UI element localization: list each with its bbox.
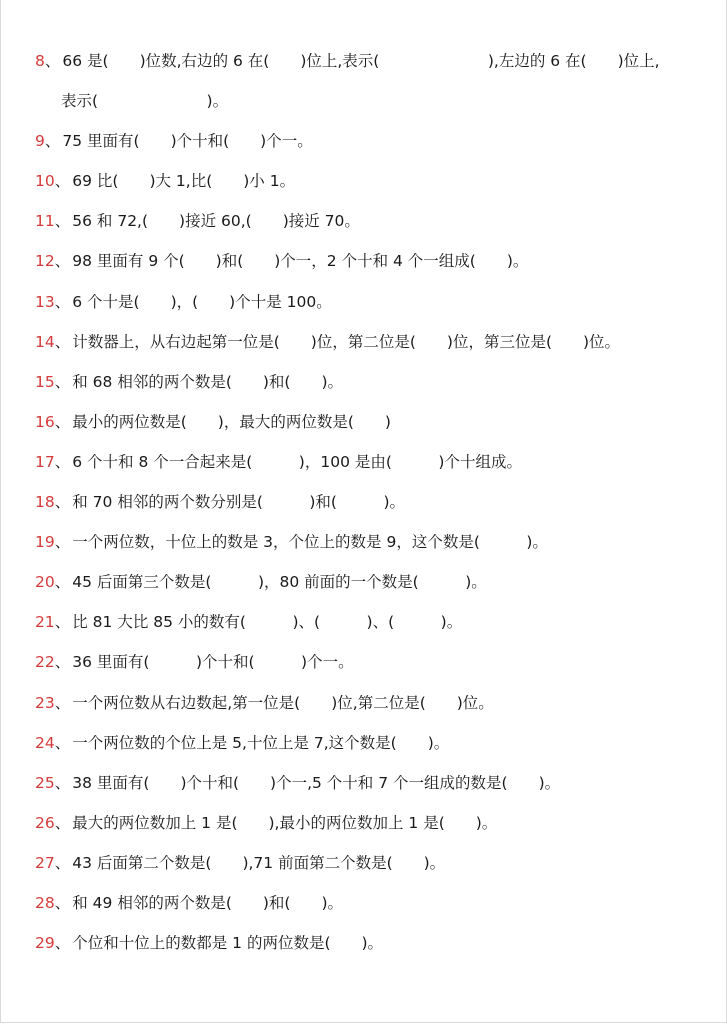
question-separator: 、 <box>54 533 71 552</box>
question-item <box>35 607 695 647</box>
question-number: 28 <box>35 893 55 912</box>
question-text: 56 和 72,( )接近 60,( )接近 70。 <box>72 212 360 231</box>
question-item <box>35 688 695 728</box>
question-text: 43 后面第二个数是( ),71 前面第二个数是( )。 <box>72 853 446 872</box>
question-item <box>35 367 695 407</box>
question-item <box>35 407 695 447</box>
question-text: 一个两位数的个位上是 5,十位上是 7,这个数是( )。 <box>72 733 450 752</box>
question-separator: 、 <box>54 733 71 752</box>
question-item <box>35 647 695 687</box>
question-text: 6 个十和 8 个一合起来是( )，100 是由( )个十组成。 <box>72 452 522 471</box>
question-number: 24 <box>35 733 55 752</box>
question-text: 和 70 相邻的两个数分别是( )和( )。 <box>72 493 406 512</box>
question-number: 26 <box>35 813 55 832</box>
question-separator: 、 <box>54 813 71 832</box>
question-item <box>35 808 695 848</box>
question-separator: 、 <box>54 893 71 912</box>
question-number: 21 <box>35 613 55 632</box>
question-number: 18 <box>35 493 55 512</box>
question-separator: 、 <box>54 934 71 953</box>
question-number: 27 <box>35 853 55 872</box>
question-number: 11 <box>35 212 55 231</box>
question-number: 29 <box>35 934 55 953</box>
question-number: 16 <box>35 412 55 431</box>
question-separator: 、 <box>54 573 71 592</box>
question-item <box>35 287 695 327</box>
question-number: 23 <box>35 693 55 712</box>
question-separator: 、 <box>54 212 71 231</box>
question-text: 69 比( )大 1,比( )小 1。 <box>72 172 296 191</box>
question-separator: 、 <box>54 252 71 271</box>
question-text: 计数器上，从右边起第一位是( )位，第二位是( )位，第三位是( )位。 <box>72 332 621 351</box>
question-separator: 、 <box>54 172 71 191</box>
question-number: 19 <box>35 533 55 552</box>
question-item <box>35 928 695 968</box>
question-item <box>35 327 695 367</box>
question-separator: 、 <box>54 613 71 632</box>
question-separator: 、 <box>54 773 71 792</box>
question-item <box>35 126 695 166</box>
question-item <box>35 728 695 768</box>
question-number: 20 <box>35 573 55 592</box>
question-separator: 、 <box>44 132 61 151</box>
question-number: 10 <box>35 172 55 191</box>
question-text: 66 是( )位数,右边的 6 在( )位上,表示( ),左边的 6 在( )位上, <box>62 52 660 70</box>
question-text: 一个两位数从右边数起,第一位是( )位,第二位是( )位。 <box>72 693 494 712</box>
question-text: 个位和十位上的数都是 1 的两位数是( )。 <box>72 934 384 953</box>
question-item <box>35 246 695 286</box>
question-text-continued: 表示( )。 <box>61 92 229 110</box>
question-item <box>35 166 695 206</box>
question-item <box>35 206 695 246</box>
question-number: 22 <box>35 653 55 672</box>
question-text: 最大的两位数加上 1 是( ),最小的两位数加上 1 是( )。 <box>72 813 498 832</box>
question-separator: 、 <box>54 653 71 672</box>
question-item <box>35 848 695 888</box>
question-number: 15 <box>35 372 55 391</box>
question-number: 13 <box>35 292 55 311</box>
question-item <box>35 46 695 126</box>
question-text: 最小的两位数是( )，最大的两位数是( ) <box>72 412 391 431</box>
question-text: 和 68 相邻的两个数是( )和( )。 <box>72 372 344 391</box>
question-text: 比 81 大比 85 小的数有( )、( )、( )。 <box>72 613 463 632</box>
question-text: 6 个十是( )，( )个十是 100。 <box>72 292 332 311</box>
question-separator: 、 <box>54 292 71 311</box>
question-number: 25 <box>35 773 55 792</box>
question-item <box>35 567 695 607</box>
question-item <box>35 447 695 487</box>
question-text: 和 49 相邻的两个数是( )和( )。 <box>72 893 344 912</box>
question-number: 17 <box>35 452 55 471</box>
question-text: 45 后面第三个数是( )，80 前面的一个数是( )。 <box>72 573 487 592</box>
question-text: 38 里面有( )个十和( )个一,5 个十和 7 个一组成的数是( )。 <box>72 773 561 792</box>
question-number: 14 <box>35 332 55 351</box>
question-item <box>35 888 695 928</box>
question-item <box>35 768 695 808</box>
question-separator: 、 <box>54 412 71 431</box>
question-separator: 、 <box>54 452 71 471</box>
question-separator: 、 <box>54 332 71 351</box>
question-text: 一个两位数，十位上的数是 3，个位上的数是 9，这个数是( )。 <box>72 533 548 552</box>
question-number: 8 <box>35 52 45 70</box>
question-item <box>35 487 695 527</box>
question-separator: 、 <box>54 372 71 391</box>
question-separator: 、 <box>54 853 71 872</box>
question-text: 98 里面有 9 个( )和( )个一，2 个十和 4 个一组成( )。 <box>72 252 529 271</box>
question-number: 9 <box>35 132 45 151</box>
question-separator: 、 <box>54 493 71 512</box>
question-text: 36 里面有( )个十和( )个一。 <box>72 653 354 672</box>
question-text: 75 里面有( )个十和( )个一。 <box>62 132 313 151</box>
question-separator: 、 <box>44 52 61 70</box>
question-number: 12 <box>35 252 55 271</box>
question-item <box>35 527 695 567</box>
question-list <box>35 46 695 968</box>
question-separator: 、 <box>54 693 71 712</box>
